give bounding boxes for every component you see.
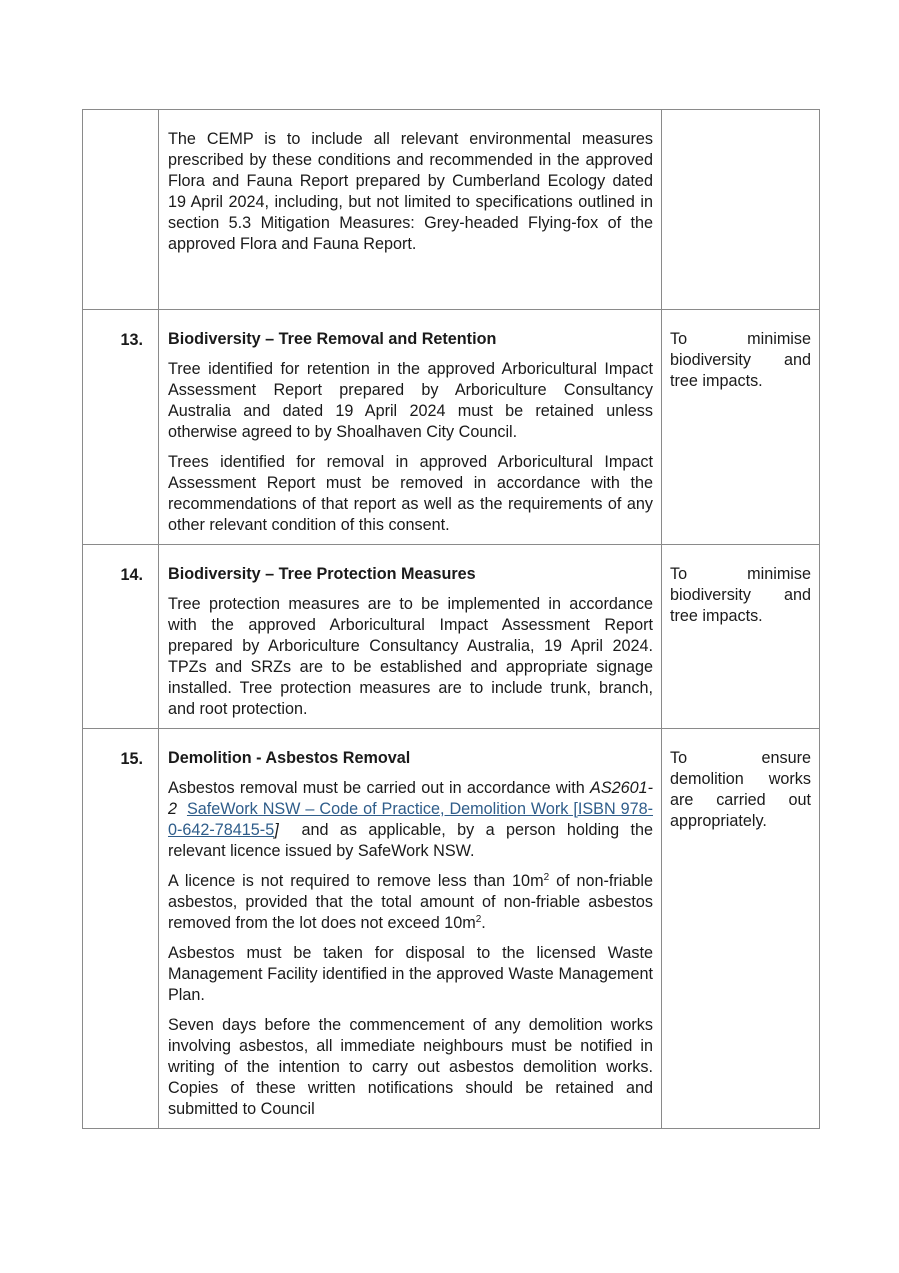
condition-paragraph: Trees identified for removal in approved Arboricultural Impact Assessment Report must be removed in accordance with the recommendations of that report as well as the requirements of any other relevant condition of this consent.	[168, 453, 653, 534]
standard-reference: AS2601-2	[168, 779, 654, 818]
condition-paragraph: Tree protection measures are to be implemented in accordance with the approved Arboricultural Impact Assessment Report prepared by Arboriculture Consultancy Australia, 19 April 2024. TPZs and SRZs are to be established and appropriate signage installed. Tree protection measures are to include trunk, branch, and root protection.	[168, 595, 653, 718]
condition-title: Demolition - Asbestos Removal	[168, 749, 411, 767]
condition-paragraph	[168, 871, 653, 934]
conditions-table	[82, 109, 820, 1129]
condition-number: 13.	[83, 310, 159, 545]
condition-paragraph: Tree identified for retention in the approved Arboricultural Impact Assessment Report prepared by Arboriculture Consultancy Australia and dated 19 April 2024 must be retained unless otherwise agreed to by Shoalhaven City Council.	[168, 360, 653, 441]
condition-reason	[662, 729, 820, 1129]
paragraph-text: .	[481, 914, 486, 932]
bracket-text: ]	[274, 821, 279, 839]
condition-title: Biodiversity – Tree Protection Measures	[168, 565, 476, 583]
condition-number: 14.	[83, 545, 159, 729]
superscript: 2	[543, 872, 550, 883]
condition-body	[159, 545, 662, 729]
paragraph-text: A licence is not required to remove less than 10m	[168, 872, 544, 890]
paragraph-text: and as applicable, by a person holding the relevant licence issued by SafeWork NSW.	[168, 821, 653, 860]
condition-body	[159, 110, 662, 310]
condition-row-14	[83, 545, 820, 729]
condition-number	[83, 110, 159, 310]
condition-body	[159, 729, 662, 1129]
condition-reason-text: To minimise biodiversity and tree impacts.	[670, 330, 811, 390]
paragraph-text: Asbestos removal must be carried out in accordance with	[168, 779, 585, 797]
condition-title: Biodiversity – Tree Removal and Retention	[168, 330, 497, 348]
condition-number: 15.	[83, 729, 159, 1129]
condition-paragraph	[168, 778, 653, 862]
paragraph-text: of non-friable asbestos, provided that the total amount of non-friable asbestos removed from the lot does not exceed 10m	[168, 872, 653, 932]
condition-reason	[662, 110, 820, 310]
condition-row-15	[83, 729, 820, 1129]
condition-reason-text: To ensure demolition works are carried out appropriately.	[670, 749, 811, 830]
condition-paragraph: Seven days before the commencement of any demolition works involving asbestos, all immediate neighbours must be notified in writing of the intention to carry out asbestos demolition works. Copies of these written notifications should be retained and submitted to Council	[168, 1016, 653, 1118]
condition-row-continuation	[83, 110, 820, 310]
condition-paragraph: Asbestos must be taken for disposal to the licensed Waste Management Facility identified in the approved Waste Management Plan.	[168, 944, 653, 1004]
condition-reason	[662, 545, 820, 729]
safework-code-link[interactable]: SafeWork NSW – Code of Practice, Demolition Work [ISBN 978-0-642-78415-5	[168, 800, 653, 839]
condition-reason	[662, 310, 820, 545]
superscript: 2	[475, 914, 482, 925]
condition-body	[159, 310, 662, 545]
condition-paragraph: The CEMP is to include all relevant environmental measures prescribed by these conditions and recommended in the approved Flora and Fauna Report prepared by Cumberland Ecology dated 19 April 2024, including, but not limited to specifications outlined in section 5.3 Mitigation Measures: Grey-headed Flying-fox of the approved Flora and Fauna Report.	[168, 130, 653, 253]
condition-row-13	[83, 310, 820, 545]
condition-reason-text: To minimise biodiversity and tree impacts.	[670, 565, 811, 625]
